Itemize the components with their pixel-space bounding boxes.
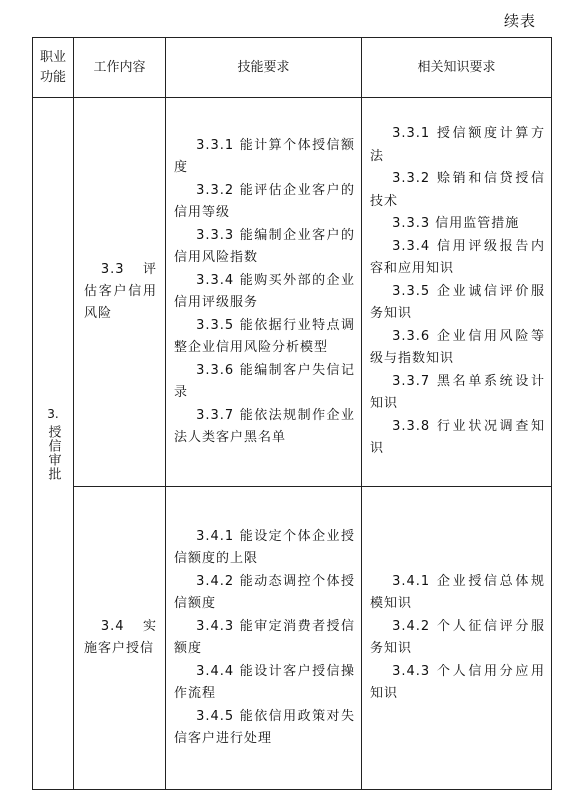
occupation-function-cell: [33, 98, 74, 790]
knowledge-item: 3.3.1 授信额度计算方法: [370, 126, 545, 164]
knowledge-item: 3.3.3 信用监管措施: [392, 216, 520, 232]
header-occupation-function: 职业 功能: [33, 38, 74, 98]
skill-item: 3.3.2 能评估企业客户的信用等级: [174, 182, 355, 220]
function-number: 3.: [47, 406, 59, 421]
knowledge-cell: [362, 487, 552, 790]
knowledge-item: 3.4.2 个人征信评分服务知识: [370, 618, 545, 656]
skills-cell: [166, 98, 362, 487]
skill-item: 3.4.3 能审定消费者授信额度: [174, 618, 355, 656]
skill-item: 3.4.4 能设计客户授信操作流程: [174, 663, 355, 701]
header-knowledge-requirements: 相关知识要求: [362, 38, 552, 98]
header-skill-requirements: 技能要求: [166, 38, 362, 98]
work-content-text: 3.3 评估客户信用风险: [84, 262, 157, 321]
skill-item: 3.3.1 能计算个体授信额度: [174, 137, 355, 175]
knowledge-item: 3.4.1 企业授信总体规模知识: [370, 573, 545, 611]
knowledge-item: 3.4.3 个人信用分应用知识: [370, 663, 545, 701]
table-row: [33, 487, 552, 790]
knowledge-item: 3.3.4 信用评级报告内容和应用知识: [370, 238, 545, 277]
occupational-standard-table: [32, 37, 552, 790]
knowledge-item: 3.3.8 行业状况调查知识: [370, 418, 545, 457]
skill-item: 3.3.4 能购买外部的企业信用评级服务: [174, 272, 355, 310]
continued-label: 续表: [503, 12, 536, 30]
skills-cell: [166, 487, 362, 790]
skill-item: 3.4.2 能动态调控个体授信额度: [174, 573, 355, 611]
skill-item: 3.4.1 能设定个体企业授信额度的上限: [174, 528, 355, 566]
skill-item: 3.3.7 能依法规制作企业法人类客户黑名单: [174, 407, 355, 445]
knowledge-item: 3.3.5 企业诚信评价服务知识: [370, 283, 545, 322]
function-name: 授信审批: [45, 424, 61, 481]
skill-item: 3.4.5 能依信用政策对失信客户进行处理: [174, 708, 355, 746]
knowledge-item: 3.3.7 黑名单系统设计知识: [370, 373, 545, 412]
header-work-content: 工作内容: [74, 38, 166, 98]
table-row: [33, 98, 552, 487]
header-row: [33, 38, 552, 98]
skill-item: 3.3.6 能编制客户失信记录: [174, 362, 355, 400]
work-content-cell: [74, 98, 166, 487]
work-content-text: 3.4 实施客户授信: [84, 619, 157, 656]
knowledge-item: 3.3.2 赊销和信贷授信技术: [370, 171, 545, 209]
knowledge-item: 3.3.6 企业信用风险等级与指数知识: [370, 328, 545, 367]
work-content-cell: [74, 487, 166, 790]
knowledge-cell: [362, 98, 552, 487]
skill-item: 3.3.5 能依据行业特点调整企业信用风险分析模型: [174, 317, 355, 355]
skill-item: 3.3.3 能编制企业客户的信用风险指数: [174, 227, 355, 265]
